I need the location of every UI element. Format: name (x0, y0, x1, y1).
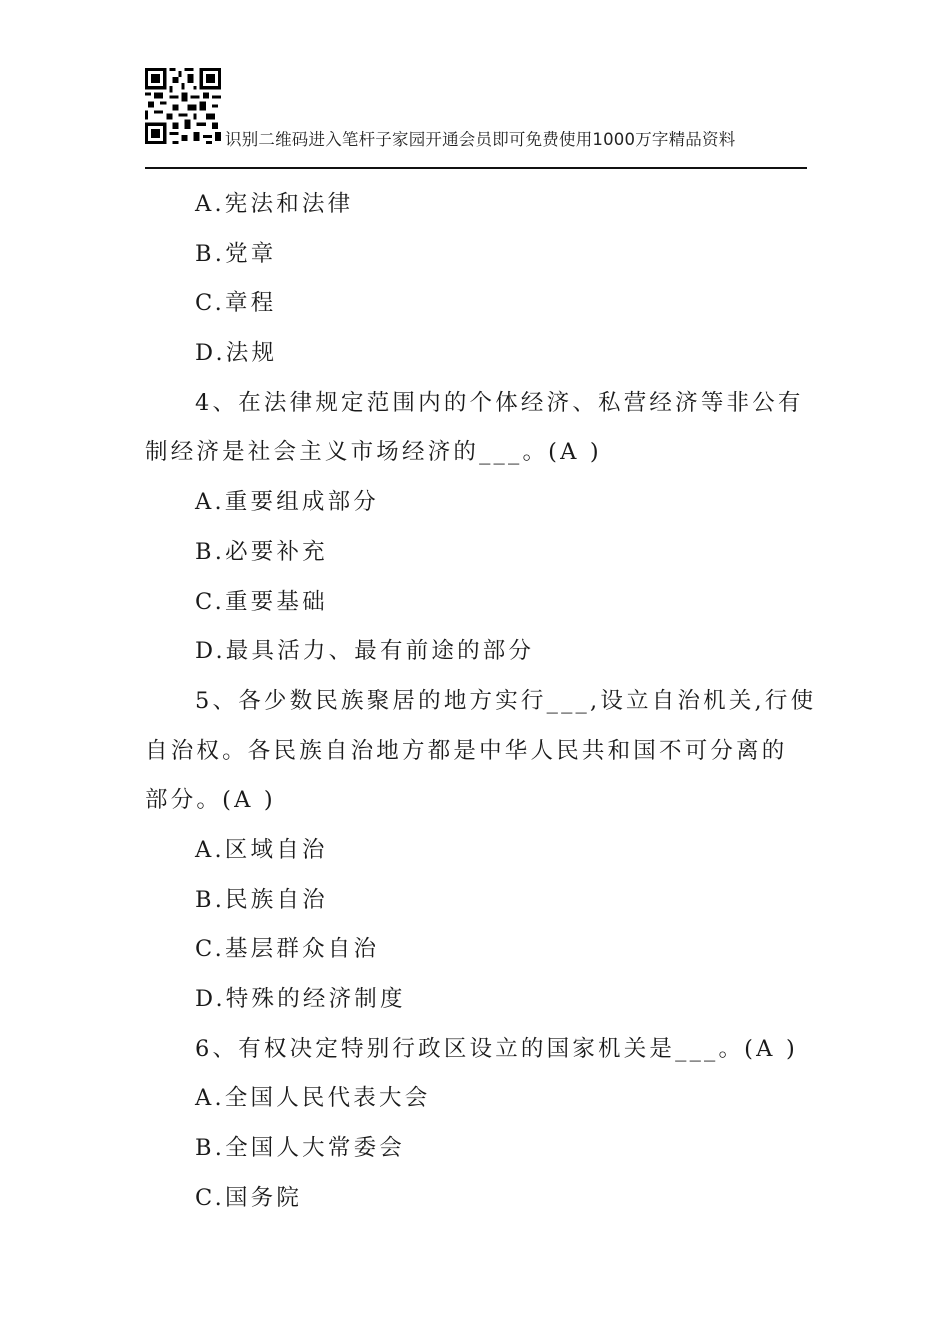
option-text: C.国务院 (195, 1184, 303, 1211)
option-text: C.重要基础 (195, 588, 328, 615)
question-text: 4、在法律规定范围内的个体经济、私营经济等非公有 (195, 389, 804, 416)
option-text: B.必要补充 (195, 538, 328, 565)
qr-code-icon (145, 68, 221, 144)
option-text: A.重要组成部分 (195, 489, 380, 516)
option-text: D.法规 (195, 340, 278, 367)
option-text: C.章程 (195, 290, 277, 317)
option-text: B.全国人大常委会 (195, 1135, 405, 1162)
question-text: 6、有权决定特别行政区设立的国家机关是___。(A ) (195, 1035, 798, 1062)
option-text: A.全国人民代表大会 (195, 1085, 431, 1112)
option-text: A.宪法和法律 (195, 191, 354, 217)
option-text: C.基层群众自治 (195, 936, 380, 963)
option-text: B.民族自治 (195, 886, 328, 913)
option-text: D.最具活力、最有前途的部分 (195, 638, 535, 665)
page-header (145, 68, 807, 170)
header-divider (145, 167, 807, 169)
question-text: 制经济是社会主义市场经济的___。(A ) (145, 439, 602, 466)
document-body (145, 180, 817, 1223)
question-text: 自治权。各民族自治地方都是中华人民共和国不可分离的 (145, 737, 788, 764)
header-promo-text: 识别二维码进入笔杆子家园开通会员即可免费使用1000万字精品资料 (225, 130, 736, 149)
option-text: D.特殊的经济制度 (195, 986, 406, 1012)
option-text: B.党章 (195, 240, 277, 267)
option-text: A.区域自治 (195, 836, 328, 863)
question-text: 5、各少数民族聚居的地方实行___,设立自治机关,行使 (195, 687, 817, 714)
question-text: 部分。(A ) (145, 787, 276, 814)
